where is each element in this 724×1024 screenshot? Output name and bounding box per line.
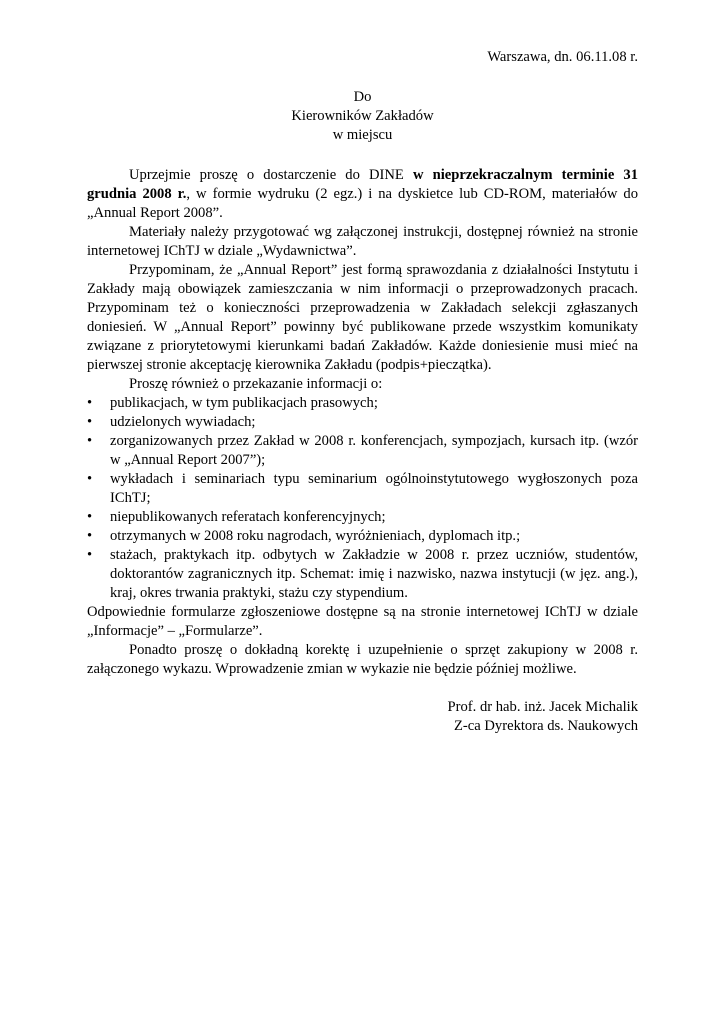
list-item <box>87 546 638 603</box>
list-item-text: niepublikowanych referatach konferencyjnych; <box>110 509 386 525</box>
bullet-icon: • <box>87 433 93 449</box>
paragraph-instructions: Materiały należy przygotować wg załączonej instrukcji, dostępnej również na stronie internetowej IChTJ w dziale „Wydawnictwa”. <box>87 224 638 259</box>
list-item <box>87 527 638 546</box>
paragraph-forms: Odpowiednie formularze zgłoszeniowe dostępne są na stronie internetowej IChTJ w dziale „Informacje” – „Formularze”. <box>87 604 638 639</box>
deadline-emphasis: w nieprzekraczalnym terminie 31 grudnia 2008 r. <box>87 167 638 202</box>
paragraph-request-text-end: , w formie wydruku (2 egz.) i na dyskietce lub CD-ROM, materiałów do „Annual Report 2008”. <box>87 186 638 221</box>
bullet-icon: • <box>87 547 93 563</box>
letter-date: Warszawa, dn. 06.11.08 r. <box>487 49 638 65</box>
list-item <box>87 394 638 413</box>
recipient-line-3: w miejscu <box>332 127 393 143</box>
recipient-line-1: Do <box>353 89 372 105</box>
list-item-text: stażach, praktykach itp. odbytych w Zakładzie w 2008 r. przez uczniów, studentów, doktorantów zagranicznych itp. Schemat: imię i nazwisko, nazwa instytucji (w jęz. ang.), kraj, okres trwania praktyki, stażu czy stypendium. <box>110 547 638 601</box>
recipient-block <box>87 88 638 145</box>
letter-page <box>87 48 638 736</box>
bullet-icon: • <box>87 509 93 525</box>
list-item <box>87 432 638 470</box>
list-item-text: otrzymanych w 2008 roku nagrodach, wyróżnieniach, dyplomach itp.; <box>110 528 521 544</box>
list-item <box>87 508 638 527</box>
bullet-icon: • <box>87 471 93 487</box>
list-item <box>87 470 638 508</box>
signatory-title: Z-ca Dyrektora ds. Naukowych <box>454 718 638 734</box>
paragraph-reminder: Przypominam, że „Annual Report” jest formą sprawozdania z działalności Instytutu i Zakłady mają obowiązek zamieszczania w nim informacji o przeprowadzonych pracach. Przypominam też o konieczności przeprowadzenia w Zakładach selekcji zgłaszanych doniesień. W „Annual Report” powinny być publikowane przede wszystkim komunikaty związane z priorytetowymi kierunkami badań Zakładów. Każde doniesienie musi mieć na pierwszej stronie akceptację kierownika Zakładu (podpis+pieczątka). <box>87 262 638 373</box>
paragraph-info-request: Proszę również o przekazanie informacji o: <box>129 376 383 392</box>
recipient-line-2: Kierowników Zakładów <box>291 108 434 124</box>
bullet-icon: • <box>87 414 93 430</box>
list-item <box>87 413 638 432</box>
signatory-name: Prof. dr hab. inż. Jacek Michalik <box>447 699 638 715</box>
list-item-text: udzielonych wywiadach; <box>110 414 256 430</box>
list-item-text: wykładach i seminariach typu seminarium ogólnoinstytutowego wygłoszonych poza IChTJ; <box>110 471 638 506</box>
bullet-icon: • <box>87 528 93 544</box>
info-items-list <box>87 394 638 603</box>
list-item-text: publikacjach, w tym publikacjach prasowych; <box>110 395 378 411</box>
paragraph-request-text-start: Uprzejmie proszę o dostarczenie do DINE <box>129 167 413 183</box>
paragraph-request <box>87 166 638 223</box>
list-item-text: zorganizowanych przez Zakład w 2008 r. konferencjach, sympozjach, kursach itp. (wzór w „Annual Report 2007”); <box>110 433 638 468</box>
bullet-icon: • <box>87 395 93 411</box>
paragraph-equipment: Ponadto proszę o dokładną korektę i uzupełnienie o sprzęt zakupiony w 2008 r. załączonego wykazu. Wprowadzenie zmian w wykazie nie będzie później możliwe. <box>87 642 638 677</box>
signature-block <box>87 698 638 736</box>
